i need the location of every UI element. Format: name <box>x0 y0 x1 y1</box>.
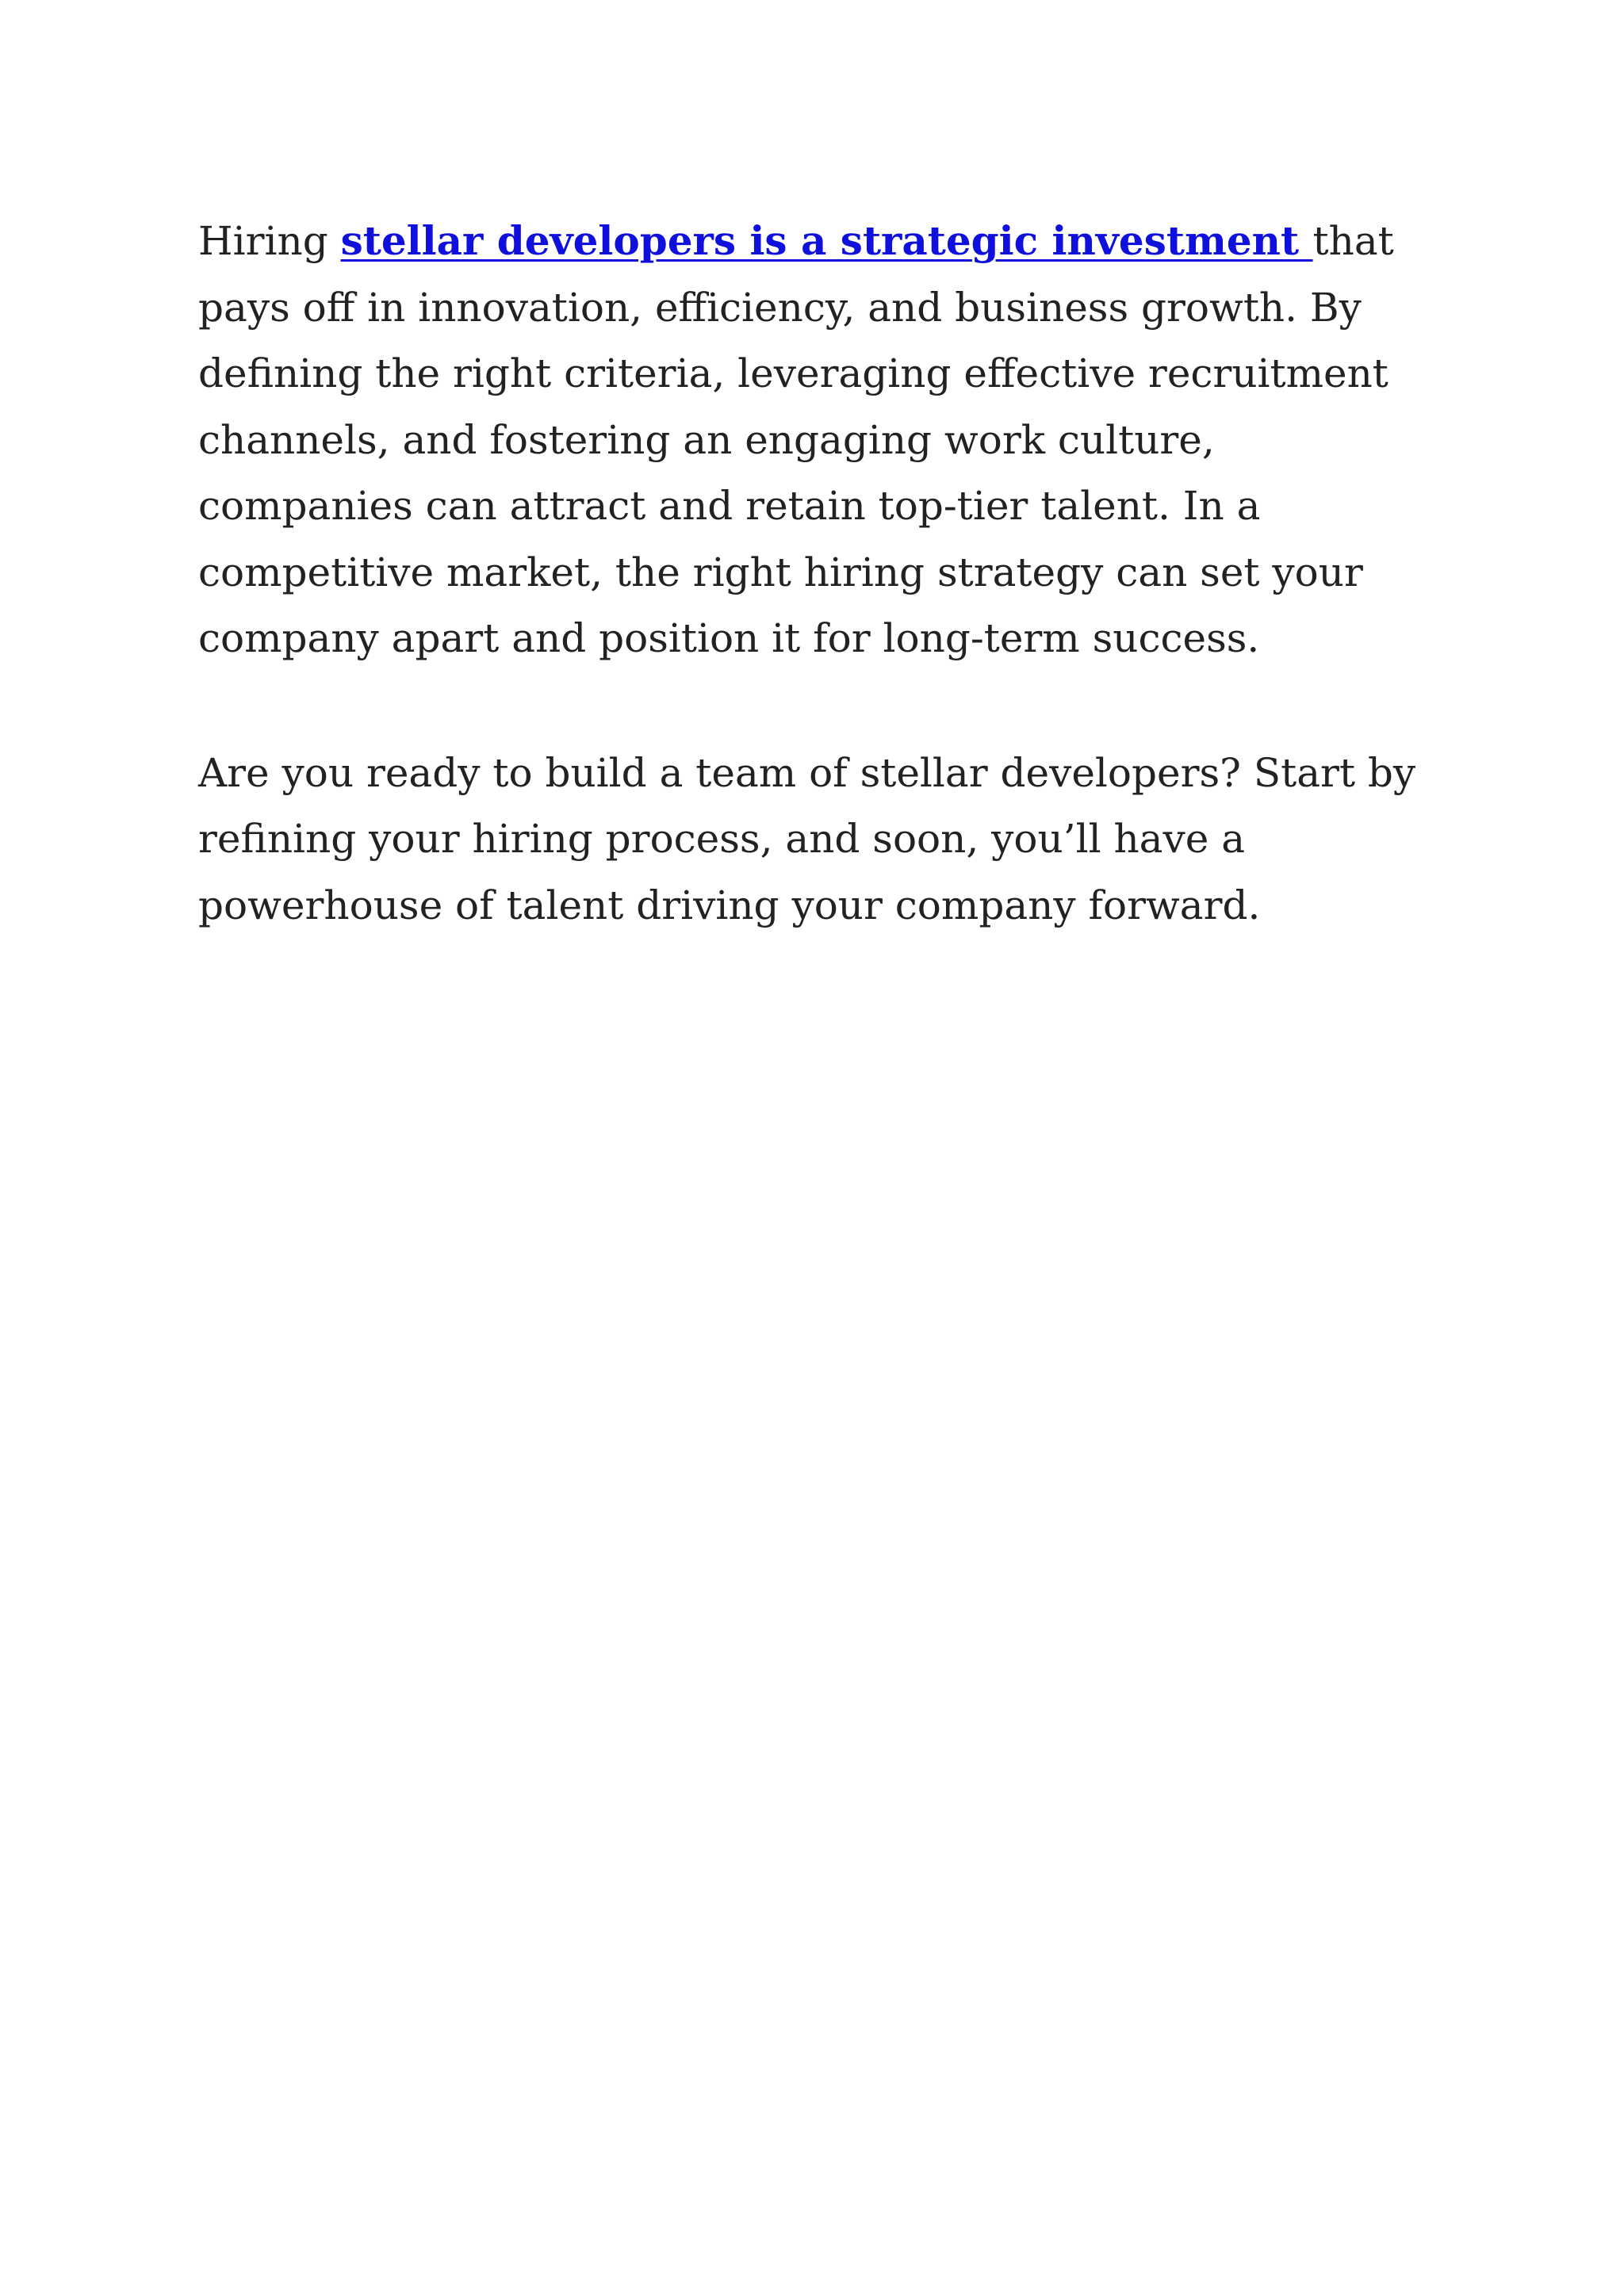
conclusion-paragraph <box>198 208 1435 672</box>
paragraph-suffix: that pays off in innovation, efficiency, and business growth. By defining the right criteria, leveraging effective recruitment channels, and fostering an engaging work culture, companies can attract and retain top-tier talent. In a competitive market, the right hiring strategy can set your company apart and position it for long-term success. <box>198 218 1394 661</box>
document-body <box>198 208 1435 939</box>
paragraph-prefix: Hiring <box>198 218 341 264</box>
strategic-investment-link[interactable]: stellar developers is a strategic investment <box>340 217 1313 264</box>
call-to-action-paragraph: Are you ready to build a team of stellar developers? Start by refining your hiring process, and soon, you’ll have a powerhouse of talent driving your company forward. <box>198 749 1416 928</box>
